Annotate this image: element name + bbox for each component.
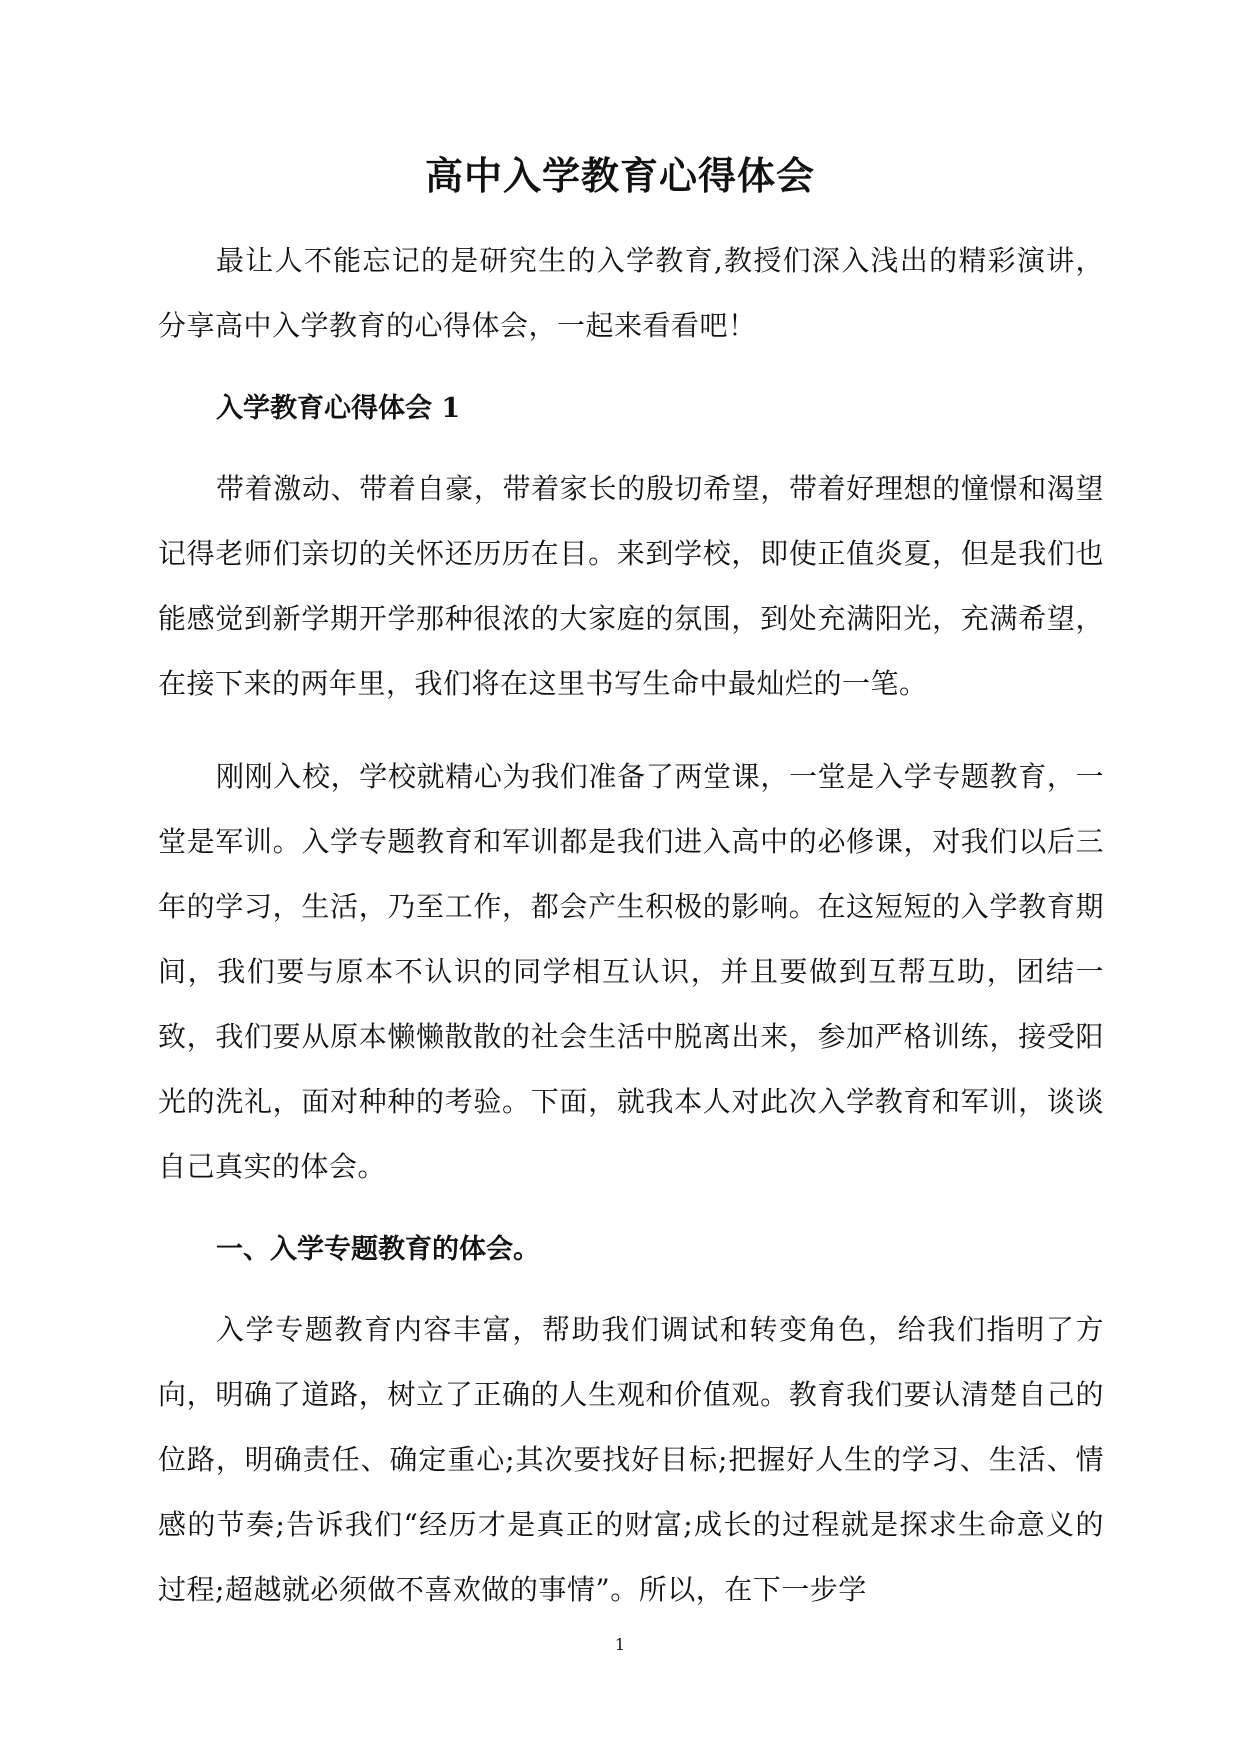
body-paragraph-2: 刚刚入校，学校就精心为我们准备了两堂课，一堂是入学专题教育，一堂是军训。入学专题教育和军训都是我们进入高中的必修课，对我们以后三年的学习，生活，乃至工作，都会产生积极的影响。在这短短的入学教育期间，我们要与原本不认识的同学相互认识，并且要做到互帮互助，团结一致，我们要从原本懒懒散散的社会生活中脱离出来，参加严格训练，接受阳光的洗礼，面对种种的考验。下面，就我本人对此次入学教育和军训，谈谈自己真实的体会。 [158,760,1104,1183]
section-heading: 入学教育心得体会 1 [216,393,461,424]
subheading-1: 一、入学专题教育的体会。 [216,1234,540,1265]
body-paragraph-1: 带着激动、带着自豪，带着家长的殷切希望，带着好理想的憧憬和渴望记得老师们亲切的关怀还历历在目。来到学校，即使正值炎夏，但是我们也能感觉到新学期开学那种很浓的大家庭的氛围，到处充满阳光，充满希望，在接下来的两年里，我们将在这里书写生命中最灿烂的一笔。 [158,472,1104,700]
document-title: 高中入学教育心得体会 [424,153,815,198]
intro-paragraph: 最让人不能忘记的是研究生的入学教育,教授们深入浅出的精彩演讲，分享高中入学教育的心得体会，一起来看看吧！ [158,244,1104,342]
body-paragraph-3: 入学专题教育内容丰富，帮助我们调试和转变角色，给我们指明了方向，明确了道路，树立了正确的人生观和价值观。教育我们要认清楚自己的位路，明确责任、确定重心;其次要找好目标;把握好人生的学习、生活、情感的节奏;告诉我们“经历才是真正的财富;成长的过程就是探求生命意义的过程;超越就必须做不喜欢做的事情”。所以，在下一步学 [158,1313,1104,1606]
page-number: 1 [614,1635,626,1654]
document-body [158,228,1104,1650]
